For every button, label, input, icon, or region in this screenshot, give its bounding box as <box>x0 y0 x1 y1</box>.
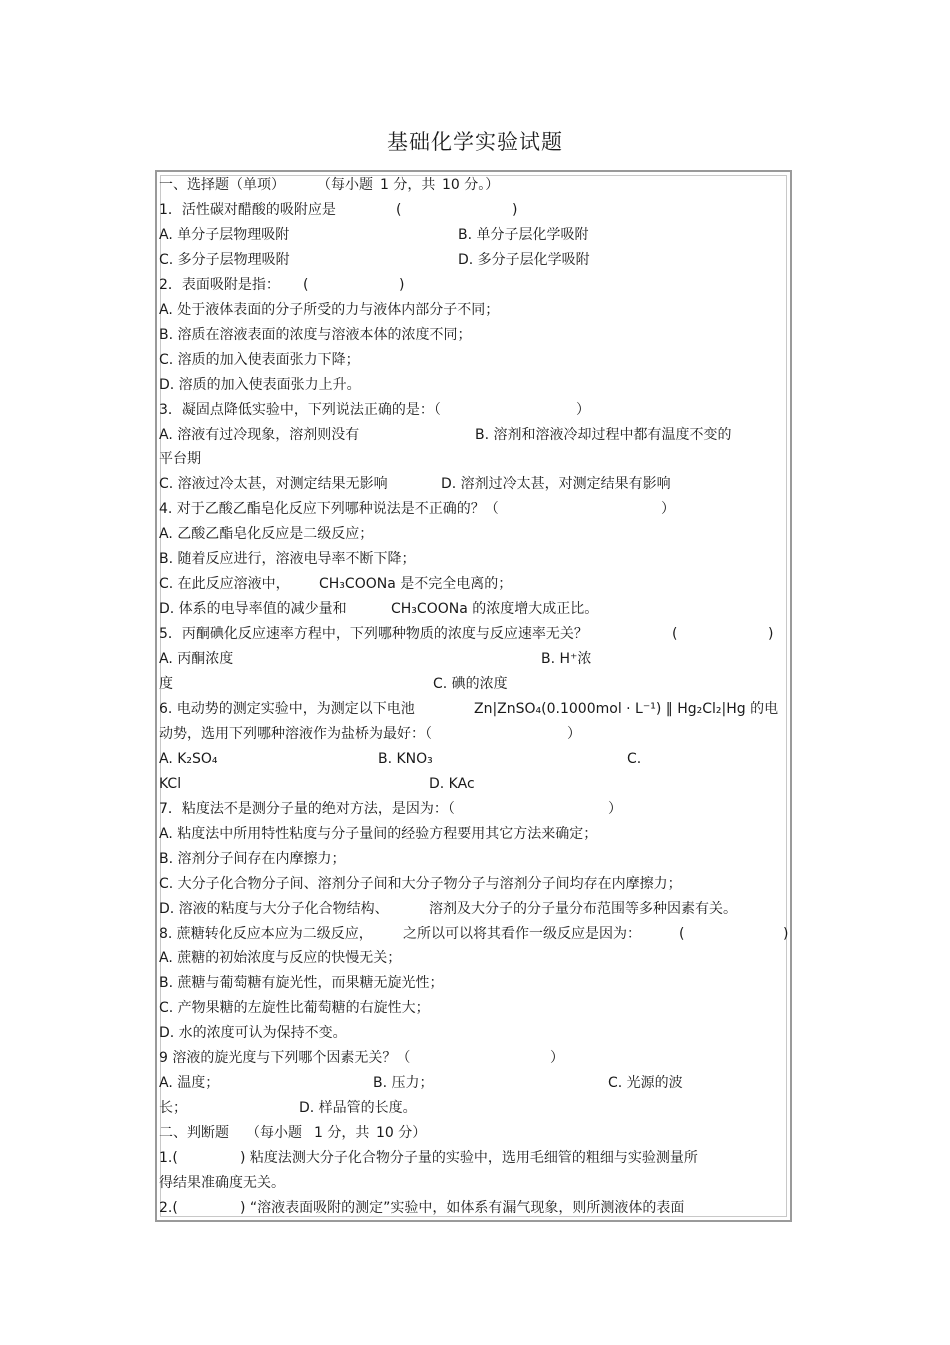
text-segment: 1．活性碳对醋酸的吸附应是 <box>159 201 336 218</box>
text-segment: 溶剂及大分子的分子量分布范围等多种因素有关。 <box>429 900 737 917</box>
text-segment: D. 溶质的加入使表面张力上升。 <box>159 376 361 393</box>
text-segment: B. 压力； <box>373 1075 434 1092</box>
text-segment: 1 分，共 <box>380 177 436 193</box>
text-segment: B. 随着反应进行，溶液电导率不断下降； <box>159 551 416 568</box>
text-segment: ) 粘度法测大分子化合物分子量的实验中，选用毛细管的粗细与实验测量所 <box>240 1150 698 1167</box>
text-segment: ( <box>672 626 678 643</box>
text-segment: ( <box>396 201 402 218</box>
text-segment: 度 <box>159 676 173 692</box>
text-segment: B. 溶剂分子间存在内摩擦力； <box>159 850 346 867</box>
text-segment: C. 产物果糖的左旋性比葡萄糖的右旋性大； <box>159 1000 430 1017</box>
text-segment: A. 粘度法中所用特性粘度与分子量间的经验方程要用其它方法来确定； <box>159 825 598 842</box>
text-line <box>159 447 791 471</box>
text-segment: （每小题 <box>246 1125 302 1142</box>
text-line <box>159 273 791 297</box>
text-segment: A. 蔗糖的初始浓度与反应的快慢无关； <box>159 950 402 967</box>
text-segment: 5．丙酮碘化反应速率方程中，下列哪种物质的浓度与反应速率无关？ <box>159 626 588 643</box>
text-segment: B. 溶剂和溶液冷却过程中都有温度不变的 <box>475 426 732 443</box>
text-segment: 3．凝固点降低实验中，下列说法正确的是：（ <box>159 401 441 418</box>
text-line <box>159 971 791 995</box>
text-line <box>159 772 791 796</box>
text-segment: A. 溶液有过冷现象，溶剂则没有 <box>159 426 360 443</box>
text-line <box>159 797 791 821</box>
text-segment: （每小题 <box>317 177 373 193</box>
text-segment: A. 单分子层物理吸附 <box>159 226 290 243</box>
text-segment: 平台期 <box>159 451 201 468</box>
text-line <box>159 298 791 322</box>
text-segment: 8. 蔗糖转化反应本应为二级反应， <box>159 925 373 942</box>
text-line <box>159 1071 791 1095</box>
text-line <box>159 1121 791 1145</box>
text-segment: 一、选择题（单项） <box>159 177 285 193</box>
text-line <box>159 348 791 372</box>
text-segment: D. 溶剂过冷太甚，对测定结果有影响 <box>441 476 671 493</box>
text-segment: 9 溶液的旋光度与下列哪个因素无关？（ <box>159 1050 411 1067</box>
text-line <box>159 897 791 921</box>
text-segment: C. 溶质的加入使表面张力下降； <box>159 351 360 368</box>
text-line <box>159 946 791 970</box>
text-segment: C. 光源的波 <box>608 1075 683 1092</box>
text-segment: C. 多分子层物理吸附 <box>159 251 290 268</box>
text-segment: ） <box>550 1050 564 1067</box>
text-segment: D. 溶液的粘度与大分子化合物结构、 <box>159 900 389 917</box>
text-segment: ( <box>679 925 685 942</box>
text-segment: ) “溶液表面吸附的测定”实验中，如体系有漏气现象，则所测液体的表面 <box>240 1199 685 1216</box>
text-line <box>159 1096 791 1120</box>
text-segment: A. 处于液体表面的分子所受的力与液体内部分子不同； <box>159 301 500 318</box>
text-line <box>159 1196 791 1220</box>
text-line <box>159 173 791 197</box>
text-line <box>159 547 791 571</box>
text-segment: Zn|ZnSO₄(0.1000mol · L⁻¹) ‖ Hg₂Cl₂|Hg 的电 <box>474 700 779 717</box>
text-segment: 4. 对于乙酸乙酯皂化反应下列哪种说法是不正确的？（ <box>159 501 499 518</box>
text-segment: B. 溶质在溶液表面的浓度与溶液本体的浓度不同； <box>159 326 472 343</box>
text-line <box>159 398 791 422</box>
text-segment: 2．表面吸附是指： <box>159 276 280 293</box>
text-segment: 7．粘度法不是测分子量的绝对方法，是因为：（ <box>159 800 455 817</box>
text-line <box>159 872 791 896</box>
text-segment: ( <box>303 276 309 293</box>
text-line <box>159 323 791 347</box>
text-line <box>159 597 791 621</box>
text-segment: 10 分。） <box>442 177 500 193</box>
text-segment: 2.( <box>159 1199 178 1216</box>
text-segment: C. 大分子化合物分子间、溶剂分子间和大分子物分子与溶剂分子间均存在内摩擦力； <box>159 875 682 892</box>
text-segment: B. H⁺浓 <box>541 651 592 668</box>
text-line <box>159 1046 791 1070</box>
text-segment: 6. 电动势的测定实验中，为测定以下电池 <box>159 700 415 717</box>
text-segment: D. 样品管的长度。 <box>299 1100 417 1117</box>
text-segment: 得结果准确度无关。 <box>159 1175 285 1191</box>
text-segment: B. 单分子层化学吸附 <box>458 226 589 243</box>
text-line <box>159 198 791 222</box>
text-segment: C. 在此反应溶液中， <box>159 576 290 593</box>
text-line <box>159 572 791 596</box>
text-segment: D. 多分子层化学吸附 <box>458 251 590 268</box>
text-segment: D. KAc <box>429 775 475 792</box>
text-line <box>159 922 791 946</box>
text-segment: 之所以可以将其看作一级反应是因为： <box>403 925 641 942</box>
text-line <box>159 373 791 397</box>
text-segment: A. 乙酸乙酯皂化反应是二级反应； <box>159 526 374 543</box>
text-segment: D. 水的浓度可认为保持不变。 <box>159 1025 347 1042</box>
text-segment: ) <box>768 626 774 643</box>
text-segment: A. K₂SO₄ <box>159 750 218 767</box>
text-segment: CH₃COONa 是不完全电离的； <box>319 576 513 593</box>
text-line <box>159 647 791 671</box>
text-line <box>159 847 791 871</box>
text-segment: ) <box>783 925 789 942</box>
text-segment: CH₃COONa 的浓度增大成正比。 <box>391 601 599 618</box>
text-segment: 动势，选用下列哪种溶液作为盐桥为最好：（ <box>159 725 432 742</box>
text-segment: C. 碘的浓度 <box>433 676 508 692</box>
text-segment: 长； <box>159 1100 187 1117</box>
text-line <box>159 747 791 771</box>
text-line <box>159 822 791 846</box>
text-line <box>159 248 791 272</box>
text-line <box>159 672 791 696</box>
text-segment: B. KNO₃ <box>378 750 433 767</box>
text-segment: ） <box>567 725 581 742</box>
text-line <box>159 423 791 447</box>
text-segment: ) <box>512 201 518 218</box>
text-line <box>159 622 791 646</box>
text-line <box>159 472 791 496</box>
text-segment: 二、判断题 <box>159 1125 229 1142</box>
text-line <box>159 522 791 546</box>
text-segment: A. 丙酮浓度 <box>159 651 234 668</box>
text-line <box>159 1021 791 1045</box>
text-line <box>159 996 791 1020</box>
text-segment: ） <box>576 401 590 418</box>
text-segment: 10 分） <box>376 1125 427 1142</box>
text-line <box>159 697 791 721</box>
text-segment: 1 分，共 <box>314 1125 370 1142</box>
document-title: 基础化学实验试题 <box>387 130 563 154</box>
text-segment: ） <box>661 501 675 518</box>
text-segment: ) <box>399 276 405 293</box>
text-segment: A. 温度； <box>159 1075 220 1092</box>
text-segment: B. 蔗糖与葡萄糖有旋光性，而果糖无旋光性； <box>159 975 444 992</box>
text-segment: 1.( <box>159 1150 178 1167</box>
text-line <box>159 497 791 521</box>
text-segment: C. <box>627 750 642 767</box>
text-segment: KCl <box>159 775 182 792</box>
text-line <box>159 722 791 746</box>
text-line <box>159 1146 791 1170</box>
text-line <box>159 1171 791 1195</box>
text-segment: ） <box>608 800 622 817</box>
text-segment: D. 体系的电导率值的减少量和 <box>159 601 347 618</box>
text-line <box>159 223 791 247</box>
text-segment: C. 溶液过冷太甚，对测定结果无影响 <box>159 476 388 493</box>
